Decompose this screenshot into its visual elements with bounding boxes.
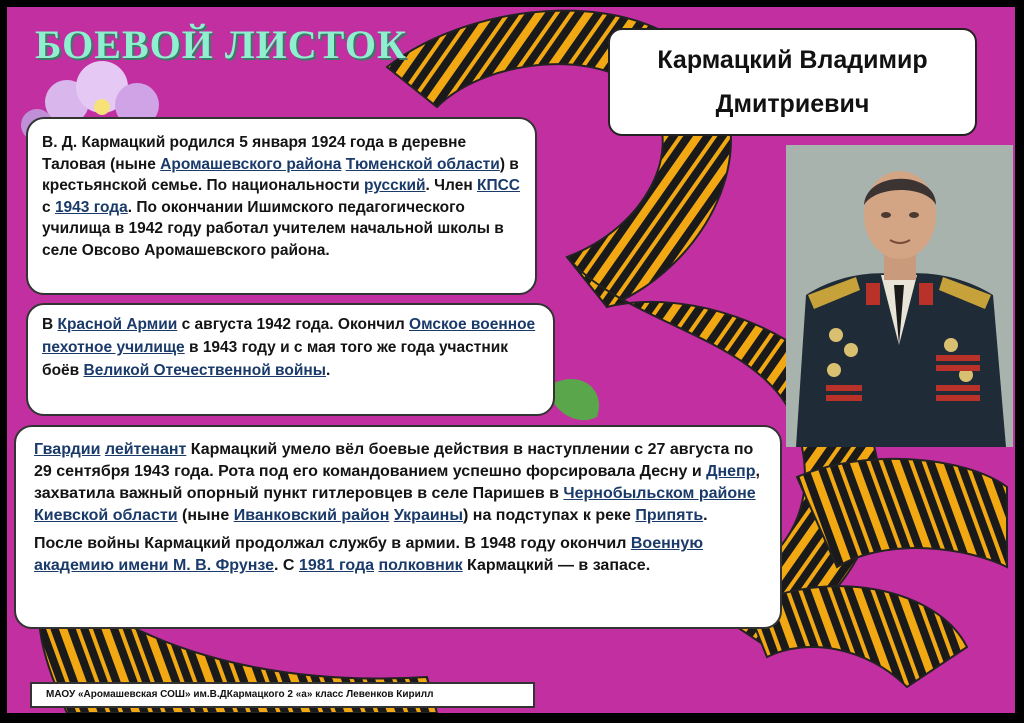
wiki-link[interactable]: русский — [363, 177, 426, 194]
name-line-2: Дмитриевич — [715, 90, 870, 118]
wiki-link[interactable]: 1981 года — [298, 557, 375, 574]
wiki-link[interactable]: Великой Отечественной войны — [83, 362, 326, 379]
wiki-link[interactable]: Омское военное пехотное училище — [42, 316, 536, 356]
text-run: Кармацкий — в запасе. — [462, 557, 651, 574]
text-run: ) в крестьянской семье. По национальности — [42, 155, 519, 194]
text-run: После войны Кармацкий продолжал службу в армии. В 1948 году окончил — [34, 535, 631, 552]
wiki-link[interactable]: Днепр — [706, 463, 756, 480]
wiki-link[interactable]: Тюменской области — [345, 155, 500, 173]
portrait-photo — [786, 145, 1013, 447]
page-title: БОЕВОЙ ЛИСТОК — [35, 22, 407, 67]
wiki-link[interactable]: 1943 года — [54, 198, 128, 216]
text-run: Кармацкий умело вёл боевые действия в наступлении с 27 августа по 29 сентября 1943 года. Рота под его командованием успешно форсировала Десну и — [34, 441, 754, 480]
bio-paragraph-1 — [42, 132, 521, 261]
text-run: . — [325, 362, 331, 379]
footer-credit: МАОУ «Аромашевская СОШ» им.В.ДКармацкого 2 «а» класс Левенков Кирилл — [30, 682, 535, 708]
text-run: . — [703, 507, 708, 524]
text-run: (ныне — [177, 507, 234, 524]
text-run: , захватила важный опорный пункт гитлеровцев в селе Паришев в — [34, 463, 760, 502]
wiki-link[interactable]: Военную академию имени М. В. Фрунзе — [34, 535, 703, 574]
wiki-link[interactable]: Припять — [635, 507, 704, 524]
text-run: ) на подступах к реке — [463, 507, 636, 524]
text-run: с — [42, 198, 55, 216]
bio-box-early-life — [26, 117, 537, 295]
wiki-link[interactable]: Гвардии — [34, 441, 101, 458]
wiki-link[interactable]: КПСС — [476, 177, 520, 194]
text-run: В — [42, 316, 58, 333]
name-line-1: Кармацкий Владимир — [657, 46, 928, 74]
text-run: в 1943 году и с мая того же года участник боёв — [42, 339, 509, 379]
bio-paragraph-4 — [34, 533, 762, 577]
bio-box-war — [14, 425, 782, 629]
wiki-link[interactable]: Иванковский район — [233, 507, 390, 524]
bio-box-army — [26, 303, 555, 416]
poster — [7, 7, 1015, 713]
bio-paragraph-3 — [34, 439, 762, 527]
text-run: с августа 1942 года. Окончил — [177, 316, 410, 333]
wiki-link[interactable]: Киевской области — [34, 507, 178, 524]
wiki-link[interactable]: Красной Армии — [57, 316, 178, 333]
wiki-link[interactable]: Аромашевского района — [160, 155, 342, 173]
text-run: . С — [274, 557, 299, 574]
text-run: В. Д. Кармацкий родился 5 января 1924 года в деревне Таловая (ныне — [42, 134, 467, 173]
wiki-link[interactable]: Чернобыльском районе — [563, 485, 756, 502]
wiki-link[interactable]: лейтенант — [104, 441, 187, 458]
wiki-link[interactable]: Украины — [393, 507, 463, 524]
text-run: . Член — [425, 177, 477, 194]
name-box — [608, 28, 977, 136]
bio-paragraph-2 — [42, 313, 539, 382]
text-run: . По окончании Ишимского педагогического училища в 1942 году работал учителем начальной школы в селе Овсово Аромашевского района. — [42, 198, 504, 259]
wiki-link[interactable]: полковник — [378, 557, 463, 574]
